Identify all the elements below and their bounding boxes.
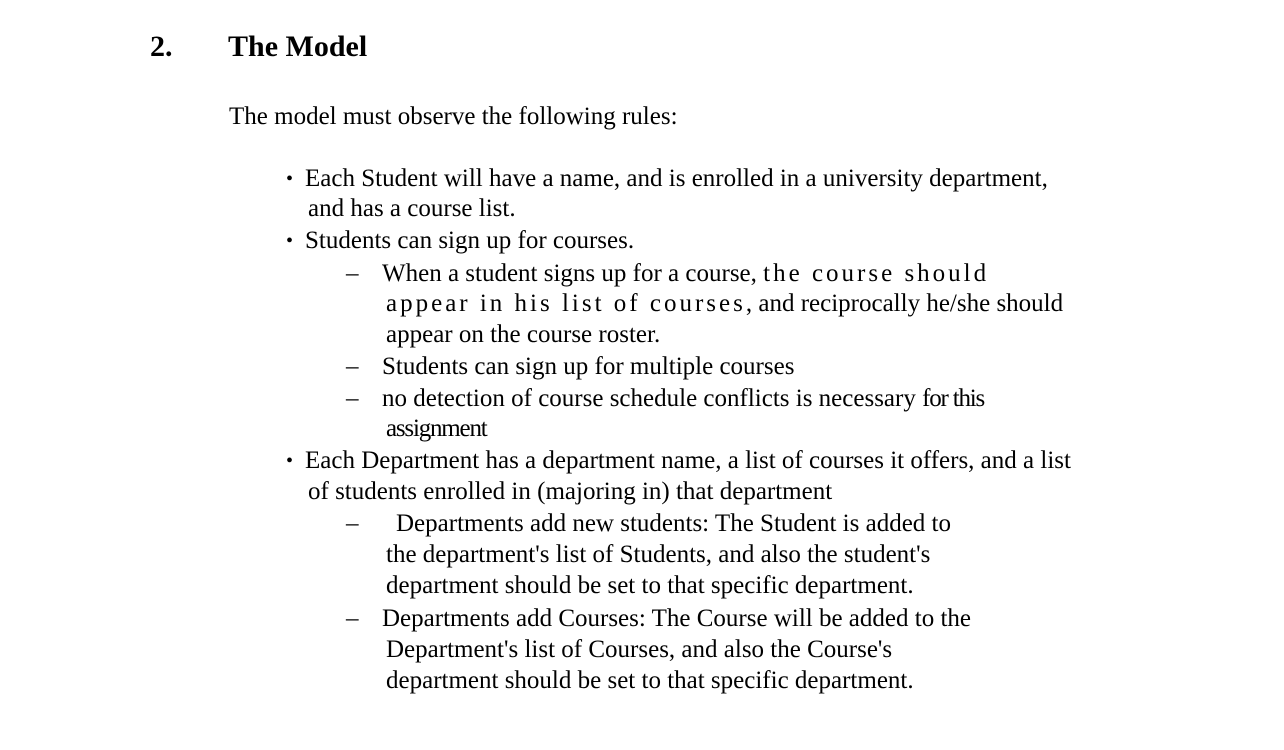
subrule-text (382, 384, 984, 414)
intro-text: The model must observe the following rules: (229, 103, 678, 130)
bullet-icon: • (286, 168, 294, 190)
subrule-text: Students can sign up for multiple courses (382, 353, 795, 380)
subrule-text: the department's list of Students, and also the student's (386, 541, 931, 568)
subrule-text: Department's list of Courses, and also the Course's (386, 636, 893, 663)
dash-icon: – (346, 510, 359, 537)
subrule-text-normal: When a student signs up for a course, (382, 260, 764, 287)
rule-text: Students can sign up for courses. (305, 227, 635, 254)
rule-text: Each Student will have a name, and is enrolled in a university department, (305, 165, 1048, 192)
dash-icon: – (346, 605, 359, 632)
section-number: 2. (150, 30, 173, 63)
rule-text: and has a course list. (308, 195, 516, 222)
subrule-text-normal: no detection of course schedule conflicts is necessary (382, 385, 923, 412)
section-title: The Model (228, 30, 368, 63)
subrule-text-normal: , and reciprocally he/she should (745, 290, 1064, 317)
bullet-icon: • (286, 450, 294, 472)
dash-icon: – (346, 385, 359, 412)
subrule-text: Departments add new students: The Student is added to (396, 510, 951, 537)
dash-icon: – (346, 353, 359, 380)
subrule-text: department should be set to that specific department. (386, 667, 914, 694)
subrule-text-spaced: the course should (763, 260, 990, 287)
subrule-text: Departments add Courses: The Course will be added to the (382, 605, 971, 632)
rule-text: Each Department has a department name, a list of courses it offers, and a list (305, 447, 1071, 474)
subrule-text: department should be set to that specific department. (386, 572, 914, 599)
subrule-text-condensed: for this (922, 385, 985, 412)
subrule-text-spaced: appear in his list of courses (386, 290, 746, 317)
subrule-text (386, 289, 1063, 319)
dash-icon: – (346, 260, 359, 287)
bullet-icon: • (286, 230, 294, 252)
subrule-text: assignment (386, 415, 487, 442)
subrule-text (382, 259, 989, 289)
rule-text: of students enrolled in (majoring in) that department (308, 478, 833, 505)
subrule-text: appear on the course roster. (386, 321, 661, 348)
